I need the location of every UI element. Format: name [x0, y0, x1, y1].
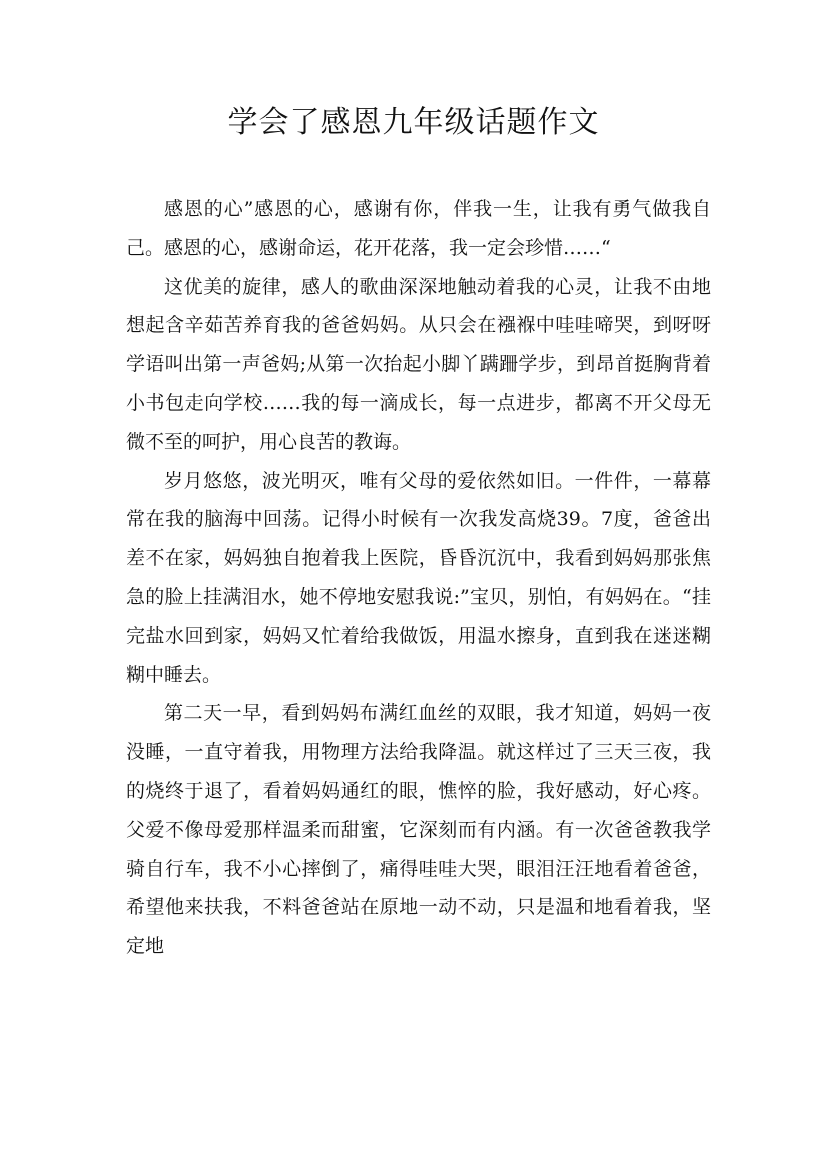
paragraph-3: 岁月悠悠，波光明灭，唯有父母的爱依然如旧。一件件，一幕幕常在我的脑海中回荡。记得小时候有一次我发高烧39。7度，爸爸出差不在家，妈妈独自抱着我上医院，昏昏沉沉中，我看到妈妈那张焦急的脸上挂满泪水，她不停地安慰我说:”宝贝，别怕，有妈妈在。“挂完盐水回到家，妈妈又忙着给我做饭，用温水擦身，直到我在迷迷糊糊中睡去。: [126, 469, 711, 686]
paragraph-1: 感恩的心”感恩的心，感谢有你，伴我一生，让我有勇气做我自己。感恩的心，感谢命运，花开花落，我一定会珍惜……“: [126, 198, 711, 259]
document-body: [126, 190, 711, 966]
paragraph-4: 第二天一早，看到妈妈布满红血丝的双眼，我才知道，妈妈一夜没睡，一直守着我，用物理方法给我降温。就这样过了三天三夜，我的烧终于退了，看着妈妈通红的眼，憔悴的脸，我好感动，好心疼。父爱不像母爱那样温柔而甜蜜，它深刻而有内涵。有一次爸爸教我学骑自行车，我不小心摔倒了，痛得哇哇大哭，眼泪汪汪地看着爸爸，希望他来扶我，不料爸爸站在原地一动不动，只是温和地看着我，坚定地: [126, 702, 711, 958]
document-title: 学会了感恩九年级话题作文: [227, 105, 600, 140]
paragraph-2: 这优美的旋律，感人的歌曲深深地触动着我的心灵，让我不由地想起含辛茹苦养育我的爸爸妈妈。从只会在襁褓中哇哇啼哭，到呀呀学语叫出第一声爸妈;从第一次抬起小脚丫蹒跚学步，到昂首挺胸背着小书包走向学校……我的每一滴成长，每一点进步，都离不开父母无微不至的呵护，用心良苦的教诲。: [126, 275, 711, 453]
